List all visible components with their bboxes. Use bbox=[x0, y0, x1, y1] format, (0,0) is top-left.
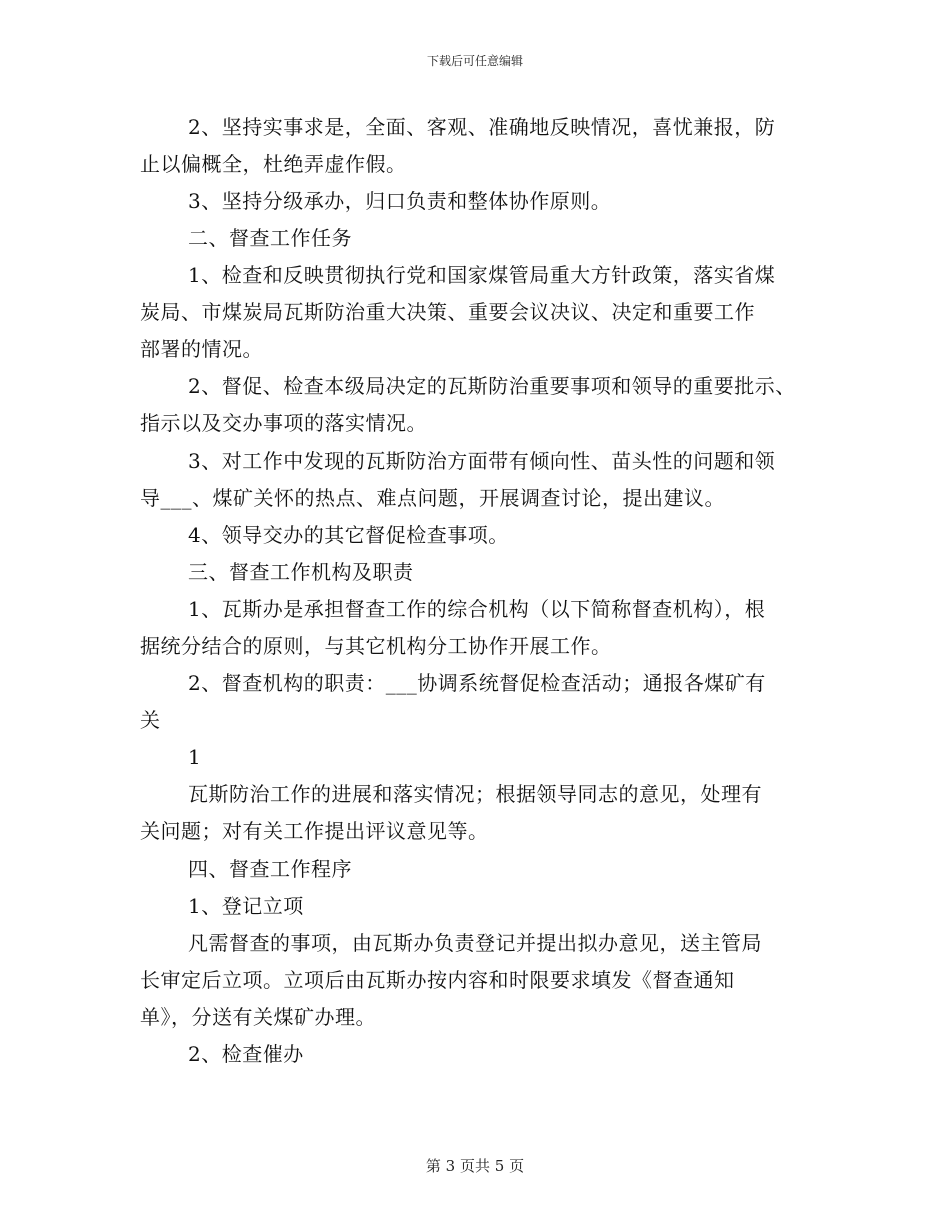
page-header: 下载后可任意编辑 bbox=[426, 54, 523, 68]
paragraph-line: 2、督促、检查本级局决定的瓦斯防治重要事项和领导的重要批示、 bbox=[188, 374, 796, 398]
paragraph-line: 瓦斯防治工作的进展和落实情况；根据领导同志的意见，处理有 bbox=[188, 782, 762, 806]
paragraph-line: 2、坚持实事求是，全面、客观、准确地反映情况，喜忧兼报，防 bbox=[188, 115, 776, 139]
paragraph-line: 4、领导交办的其它督促检查事项。 bbox=[188, 523, 509, 547]
paragraph-line: 单》，分送有关煤矿办理。 bbox=[140, 1005, 376, 1029]
paragraph-line: 炭局、市煤炭局瓦斯防治重大决策、重要会议决议、决定和重要工作 bbox=[140, 300, 755, 324]
paragraph-line: 导___、煤矿关怀的热点、难点问题，开展调查讨论，提出建议。 bbox=[140, 486, 725, 510]
paragraph-line: 止以偏概全，杜绝弄虚作假。 bbox=[140, 152, 407, 176]
section-heading: 四、督查工作程序 bbox=[188, 857, 352, 881]
subsection-heading: 2、检查催办 bbox=[188, 1042, 304, 1066]
paragraph-line: 关 bbox=[140, 708, 161, 732]
section-heading: 三、督查工作机构及职责 bbox=[188, 560, 414, 584]
paragraph-line: 关问题；对有关工作提出评议意见等。 bbox=[140, 819, 489, 843]
section-heading: 二、督查工作任务 bbox=[188, 226, 352, 250]
paragraph-line: 1、瓦斯办是承担督查工作的综合机构（以下简称督查机构），根 bbox=[188, 597, 766, 621]
page-footer: 第 3 页共 5 页 bbox=[425, 1157, 525, 1175]
paragraph-line: 据统分结合的原则，与其它机构分工协作开展工作。 bbox=[140, 634, 612, 658]
paragraph-line: 部署的情况。 bbox=[140, 337, 263, 361]
paragraph-line: 凡需督查的事项，由瓦斯办负责登记并提出拟办意见，送主管局 bbox=[188, 931, 762, 955]
paragraph-line: 2、督查机构的职责：___协调系统督促检查活动；通报各煤矿有 bbox=[188, 671, 766, 695]
paragraph-line: 3、坚持分级承办，归口负责和整体协作原则。 bbox=[188, 189, 612, 213]
paragraph-line: 3、对工作中发现的瓦斯防治方面带有倾向性、苗头性的问题和领 bbox=[188, 449, 776, 473]
paragraph-line: 指示以及交办事项的落实情况。 bbox=[140, 411, 427, 435]
subsection-heading: 1、登记立项 bbox=[188, 894, 304, 918]
inline-page-number: 1 bbox=[188, 745, 202, 769]
paragraph-line: 长审定后立项。立项后由瓦斯办按内容和时限要求填发《督查通知 bbox=[140, 968, 735, 992]
paragraph-line: 1、检查和反映贯彻执行党和国家煤管局重大方针政策，落实省煤 bbox=[188, 263, 776, 287]
